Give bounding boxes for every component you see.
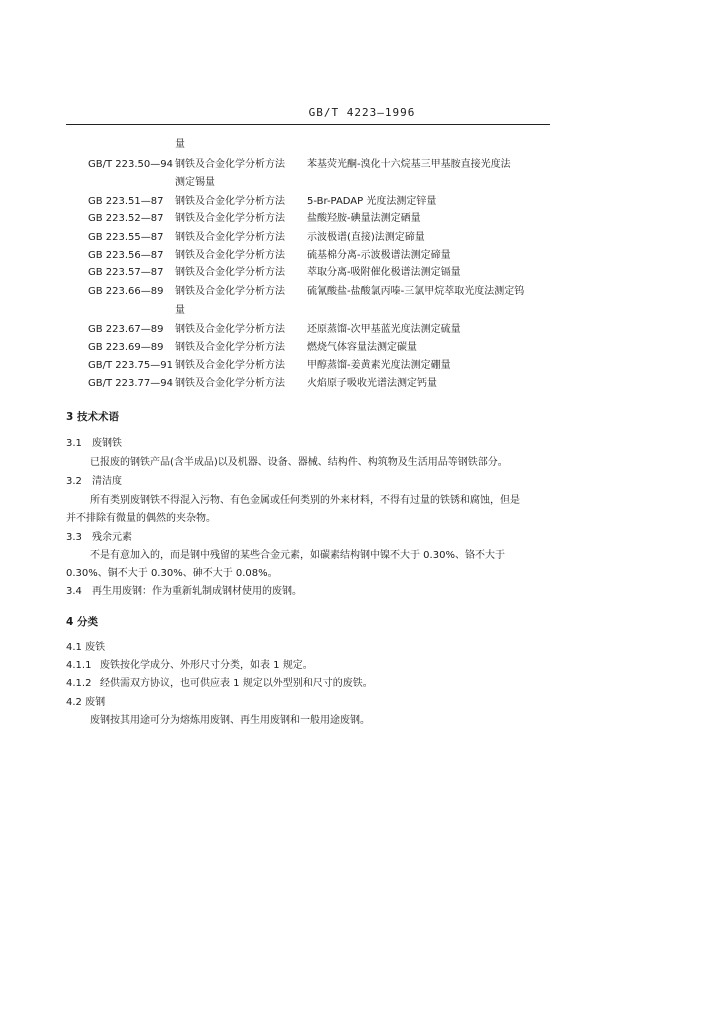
reference-code: GB 223.67—89 xyxy=(88,324,164,335)
reference-title: 火焰原子吸收光谱法测定钙量 xyxy=(307,378,437,389)
reference-title: 盐酸羟胺-碘量法测定硒量 xyxy=(307,213,421,224)
clause-title: 残余元素 xyxy=(92,532,132,543)
clause-number: 4.1.1 xyxy=(66,660,92,671)
reference-title: 5-Br-PADAP 光度法测定锌量 xyxy=(307,196,437,207)
clause-text: 经供需双方协议，也可供应表 1 规定以外型别和尺寸的废铁。 xyxy=(100,678,373,689)
clause-4-1-1 xyxy=(66,656,313,671)
reference-code: GB 223.66—89 xyxy=(88,286,164,297)
clause-body: 不是有意加入的，而是钢中残留的某些合金元素，如碳素结构钢中镍不大于 0.30%、铬不大于 xyxy=(90,550,505,561)
reference-series: 钢铁及合金化学分析方法 xyxy=(175,267,285,278)
reference-series: 钢铁及合金化学分析方法 xyxy=(175,360,285,371)
reference-code: GB 223.69—89 xyxy=(88,342,164,353)
clause-number: 3.3 xyxy=(66,532,82,543)
reference-series: 钢铁及合金化学分析方法 xyxy=(175,196,285,207)
reference-code: GB/T 223.75—91 xyxy=(88,360,173,371)
reference-title: 还原蒸馏-次甲基蓝光度法测定硫量 xyxy=(307,324,461,335)
clause-title: 清洁度 xyxy=(92,476,122,487)
reference-continuation: 量 xyxy=(175,305,185,316)
clause-text: 废铁按化学成分、外形尺寸分类，如表 1 规定。 xyxy=(100,660,313,671)
clause-number: 3.2 xyxy=(66,476,82,487)
clause-number: 4.1.2 xyxy=(66,678,92,689)
reference-series: 钢铁及合金化学分析方法 xyxy=(175,342,285,353)
page-header: GB/T 4223—1996 xyxy=(308,106,416,119)
clause-4-1-2 xyxy=(66,674,373,689)
reference-code: GB 223.57—87 xyxy=(88,267,164,278)
reference-series: 钢铁及合金化学分析方法 xyxy=(175,232,285,243)
clause-title: 废钢铁 xyxy=(92,438,122,449)
clause-body: 并不排除有微量的偶然的夹杂物。 xyxy=(66,513,216,524)
clause-3-1 xyxy=(66,434,122,449)
clause-4-2: 4.2 废钢 xyxy=(66,697,106,708)
reference-continuation: 测定锡量 xyxy=(175,177,215,188)
reference-series: 钢铁及合金化学分析方法 xyxy=(175,159,285,170)
reference-title: 苯基荧光酮-溴化十六烷基三甲基胺直接光度法 xyxy=(307,159,511,170)
clause-body: 已报废的钢铁产品(含半成品)以及机器、设备、器械、结构件、构筑物及生活用品等钢铁部分。 xyxy=(90,457,508,468)
reference-title: 燃烧气体容量法测定碳量 xyxy=(307,342,417,353)
clause-title: 再生用废钢：作为重新轧制成钢材使用的废钢。 xyxy=(92,586,302,597)
clause-body: 废钢按其用途可分为熔炼用废钢、再生用废钢和一般用途废钢。 xyxy=(90,715,370,726)
reference-code: GB/T 223.50—94 xyxy=(88,159,173,170)
prev-continuation: 量 xyxy=(175,139,185,150)
section-4-heading: 4 分类 xyxy=(66,616,98,628)
reference-series: 钢铁及合金化学分析方法 xyxy=(175,378,285,389)
reference-code: GB/T 223.77—94 xyxy=(88,378,173,389)
clause-body: 所有类别废钢铁不得混入污物、有色金属或任何类别的外来材料，不得有过量的铁锈和腐蚀，但是 xyxy=(90,495,520,506)
clause-3-4 xyxy=(66,582,302,597)
clause-number: 3.4 xyxy=(66,586,82,597)
clause-3-3 xyxy=(66,528,132,543)
reference-title: 硫氰酸盐-盐酸氯丙嗪-三氯甲烷萃取光度法测定钨 xyxy=(307,286,525,297)
reference-code: GB 223.55—87 xyxy=(88,232,164,243)
reference-series: 钢铁及合金化学分析方法 xyxy=(175,286,285,297)
reference-title: 硫基棉分离-示波极谱法测定碲量 xyxy=(307,250,451,261)
reference-title: 萃取分离-吸附催化极谱法测定镉量 xyxy=(307,267,461,278)
reference-title: 甲醇蒸馏-姜黄素光度法测定硼量 xyxy=(307,360,451,371)
clause-4-1: 4.1 废铁 xyxy=(66,642,106,653)
clause-3-2 xyxy=(66,472,122,487)
reference-title: 示波极谱(直接)法测定碲量 xyxy=(307,232,425,243)
clause-number: 3.1 xyxy=(66,438,82,449)
clause-body: 0.30%、铜不大于 0.30%、砷不大于 0.08%。 xyxy=(66,568,278,579)
reference-series: 钢铁及合金化学分析方法 xyxy=(175,213,285,224)
reference-code: GB 223.56—87 xyxy=(88,250,164,261)
reference-series: 钢铁及合金化学分析方法 xyxy=(175,324,285,335)
reference-series: 钢铁及合金化学分析方法 xyxy=(175,250,285,261)
header-rule xyxy=(66,124,550,125)
reference-code: GB 223.51—87 xyxy=(88,196,164,207)
section-3-heading: 3 技术术语 xyxy=(66,411,119,423)
reference-code: GB 223.52—87 xyxy=(88,213,164,224)
